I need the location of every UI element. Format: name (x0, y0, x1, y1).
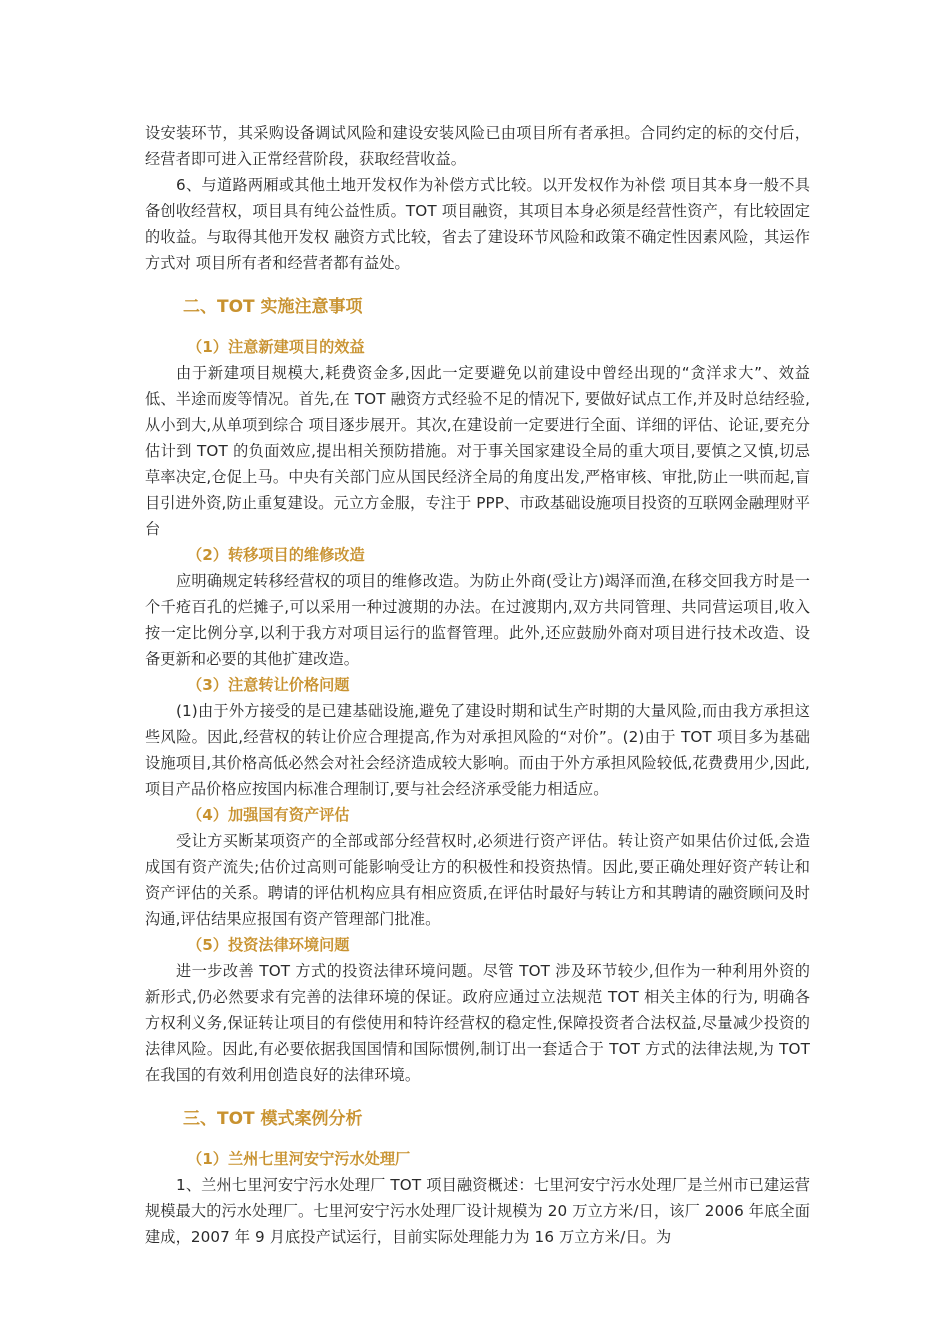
paragraph: 1、兰州七里河安宁污水处理厂 TOT 项目融资概述：七里河安宁污水处理厂是兰州市已建运营规模最大的污水处理厂。七里河安宁污水处理厂设计规模为 20 万立方米/日，该厂 2006 年底全面建成，2007 年 9 月底投产试运行，目前实际处理能力为 16 万立方米/日。为 (145, 1176, 810, 1246)
paragraph: 进一步改善 TOT 方式的投资法律环境问题。尽管 TOT 涉及环节较少,但作为一种利用外资的新形式,仍必然要求有完善的法律环境的保证。政府应通过立法规范 TOT 相关主体的行为, 明确各方权利义务,保证转让项目的有偿使用和特许经营权的稳定性,保障投资者合法权益,尽量减少投资的法律风险。因此,有必要依据我国国情和国际惯例,制订出一套适合于 TOT 方式的法律法规,为 TOT 在我国的有效利用创造良好的法律环境。 (145, 962, 810, 1084)
subsection-heading: （1）兰州七里河安宁污水处理厂 (187, 1150, 411, 1168)
paragraph: 受让方买断某项资产的全部或部分经营权时,必须进行资产评估。转让资产如果估价过低,会造成国有资产流失;估价过高则可能影响受让方的积极性和投资热情。因此,要正确处理好资产转让和资产评估的关系。聘请的评估机构应具有相应资质,在评估时最好与转让方和其聘请的融资顾问及时沟通,评估结果应报国有资产管理部门批准。 (145, 832, 810, 928)
subsection-heading: （4）加强国有资产评估 (187, 806, 350, 824)
subsection-heading: （2）转移项目的维修改造 (187, 546, 365, 564)
section-heading: 三、TOT 模式案例分析 (183, 1109, 363, 1129)
subsection-heading: （5）投资法律环境问题 (187, 936, 350, 954)
paragraph: 设安装环节，其采购设备调试风险和建设安装风险已由项目所有者承担。合同约定的标的交付后，经营者即可进入正常经营阶段，获取经营收益。 (145, 124, 810, 168)
document-page (145, 120, 810, 1250)
paragraph: 应明确规定转移经营权的项目的维修改造。为防止外商(受让方)竭泽而渔,在移交回我方时是一个千疮百孔的烂摊子,可以采用一种过渡期的办法。在过渡期内,双方共同管理、共同营运项目,收入按一定比例分享,以利于我方对项目运行的监督管理。此外,还应鼓励外商对项目进行技术改造、设备更新和必要的其他扩建改造。 (145, 572, 810, 668)
paragraph: (1)由于外方接受的是已建基础设施,避免了建设时期和试生产时期的大量风险,而由我方承担这些风险。因此,经营权的转让价应合理提高,作为对承担风险的“对价”。(2)由于 TOT 项目多为基础设施项目,其价格高低必然会对社会经济造成较大影响。而由于外方承担风险较低,花费费用少,因此,项目产品价格应按国内标准合理制订,要与社会经济承受能力相适应。 (145, 702, 810, 798)
subsection-heading: （1）注意新建项目的效益 (187, 338, 365, 356)
subsection-heading: （3）注意转让价格问题 (187, 676, 350, 694)
paragraph: 6、与道路两厢或其他土地开发权作为补偿方式比较。以开发权作为补偿 项目其本身一般不具备创收经营权，项目具有纯公益性质。TOT 项目融资，其项目本身必须是经营性资产，有比较固定的收益。与取得其他开发权 融资方式比较，省去了建设环节风险和政策不确定性因素风险，其运作方式对 项目所有者和经营者都有益处。 (145, 176, 810, 272)
section-heading: 二、TOT 实施注意事项 (183, 297, 363, 317)
paragraph: 由于新建项目规模大,耗费资金多,因此一定要避免以前建设中曾经出现的“贪洋求大”、效益低、半途而废等情况。首先,在 TOT 融资方式经验不足的情况下, 要做好试点工作,并及时总结经验,从小到大,从单项到综合 项目逐步展开。其次,在建设前一定要进行全面、详细的评估、论证,要充分估计到 TOT 的负面效应,提出相关预防措施。对于事关国家建设全局的重大项目,要慎之又慎,切忌草率决定,仓促上马。中央有关部门应从国民经济全局的角度出发,严格审核、审批,防止一哄而起,盲目引进外资,防止重复建设。元立方金服，专注于 PPP、市政基础设施项目投资的互联网金融理财平台 (145, 364, 810, 538)
